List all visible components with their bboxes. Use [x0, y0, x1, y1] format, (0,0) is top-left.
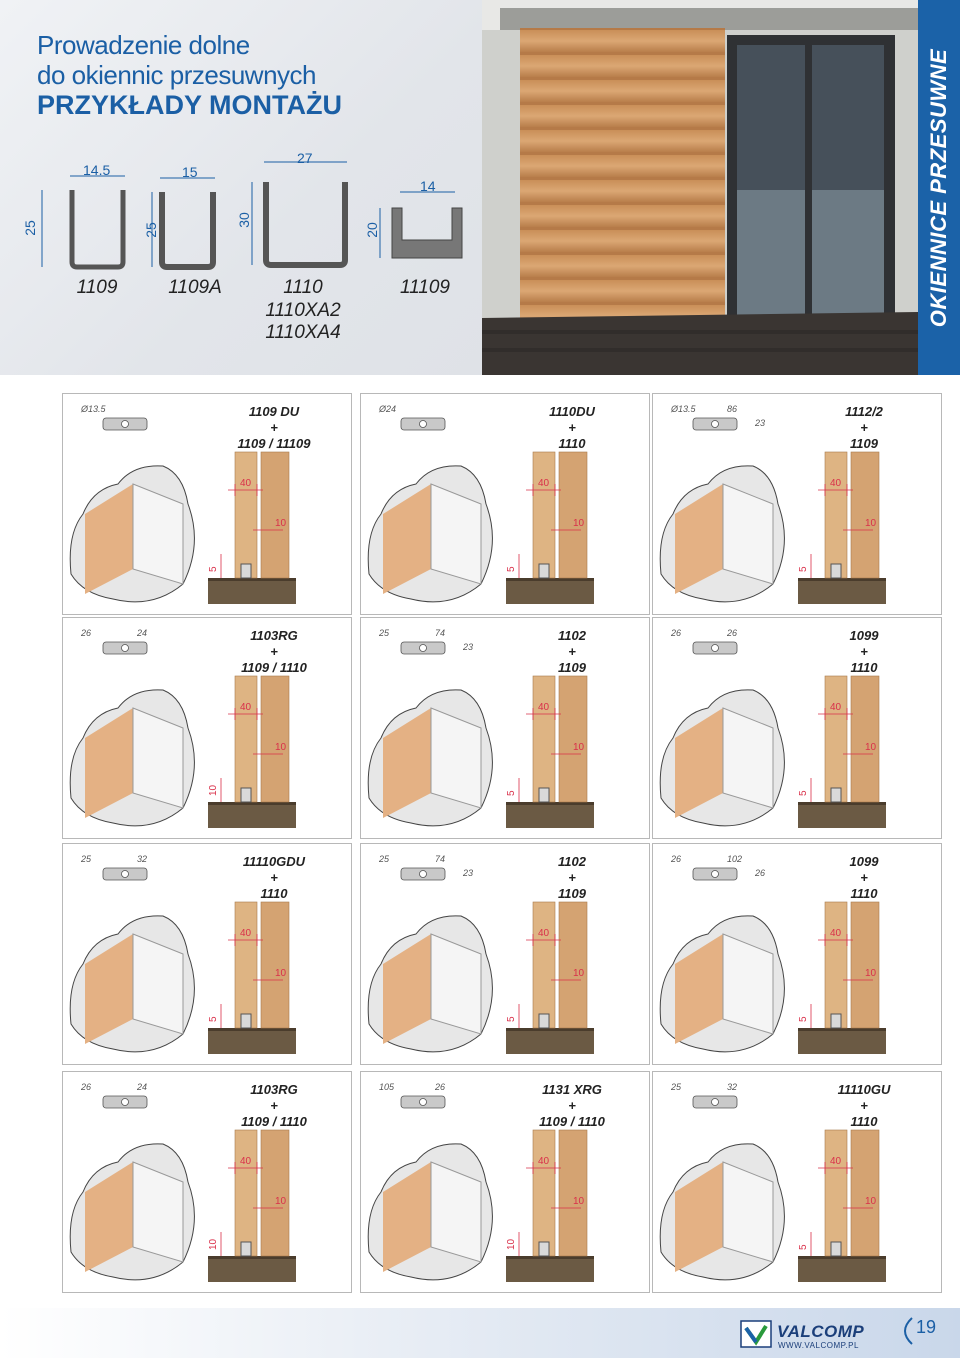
part-dimension: 26	[671, 628, 682, 638]
floor-edge	[798, 802, 886, 805]
guide-part	[241, 788, 251, 802]
example-title-plus: +	[568, 870, 576, 885]
page-title-line3: PRZYKŁADY MONTAŻU	[37, 90, 342, 120]
part-hole	[420, 871, 427, 878]
page-title-line2: do okiennic przesuwnych	[37, 60, 316, 90]
part-dimension: 25	[379, 628, 390, 638]
example-title-profile: 1109 / 1110	[241, 660, 307, 675]
shutter-panel	[825, 676, 847, 802]
profile-1110-width: 27	[297, 150, 313, 166]
floor-section	[506, 1256, 594, 1282]
part-hole	[420, 645, 427, 652]
floor-section	[506, 802, 594, 828]
example-title-plus: +	[860, 1098, 868, 1113]
brand-name: VALCOMP	[777, 1322, 865, 1341]
example-title-profile: 1110	[558, 436, 586, 451]
shutter-photo	[482, 0, 918, 375]
part-dimension: 23	[463, 642, 474, 652]
dimension-height: 5	[506, 566, 517, 572]
example-title-plus: +	[568, 420, 576, 435]
profile-1110-height: 30	[235, 212, 252, 228]
mounting-example	[62, 393, 352, 615]
dimension-width: 40	[240, 702, 252, 713]
mounting-example	[360, 617, 650, 839]
wall-panel	[851, 902, 879, 1028]
part-hole	[420, 421, 427, 428]
dimension-height: 5	[506, 1016, 517, 1022]
example-title-profile: 1110	[850, 886, 878, 901]
floor-edge	[208, 578, 296, 581]
guide-part	[539, 788, 549, 802]
example-title-part: 1099	[849, 628, 879, 643]
part-dimension: 26	[671, 854, 682, 864]
floor-edge	[208, 1028, 296, 1031]
wall-panel	[559, 452, 587, 578]
profile-1109a-width: 15	[182, 164, 198, 180]
dimension-width: 40	[830, 1156, 842, 1167]
floor-section	[798, 1028, 886, 1054]
dimension-height: 5	[506, 790, 517, 796]
part-dimension: 74	[435, 628, 446, 638]
example-title-profile: 1109 / 1110	[539, 1114, 605, 1129]
example-title-profile: 1109 / 1110	[241, 1114, 307, 1129]
profile-11109-height: 20	[363, 222, 380, 238]
profile-1109a-label: 1109A	[168, 277, 222, 298]
shutter-panel	[825, 1130, 847, 1256]
wall-panel	[851, 452, 879, 578]
part-dimension: 26	[755, 868, 766, 878]
example-title-profile: 1109	[850, 436, 878, 451]
shutter-panel	[235, 452, 257, 578]
part-dimension: 25	[379, 854, 390, 864]
floor-section	[798, 1256, 886, 1282]
wall-panel	[559, 676, 587, 802]
shutter-panel	[533, 1130, 555, 1256]
dimension-gap: 10	[865, 742, 877, 753]
mounting-example	[360, 393, 650, 615]
example-title-plus: +	[270, 1098, 278, 1113]
wall-panel	[261, 676, 289, 802]
side-band	[918, 0, 960, 375]
guide-part	[241, 1014, 251, 1028]
example-title-part: 11110GDU	[242, 854, 306, 869]
dimension-height: 5	[798, 790, 809, 796]
part-hole	[122, 645, 129, 652]
dimension-gap: 10	[573, 742, 585, 753]
floor-edge	[798, 1256, 886, 1259]
mounting-example	[652, 617, 942, 839]
part-dimension: 24	[137, 1082, 148, 1092]
floor-section	[208, 1256, 296, 1282]
shutter-panel	[235, 902, 257, 1028]
dimension-height: 5	[208, 566, 219, 572]
profile-1109a-height: 25	[142, 222, 159, 238]
guide-part	[539, 1242, 549, 1256]
part-dimension: 23	[755, 418, 766, 428]
example-title-part: 1099	[849, 854, 879, 869]
shutter-panel	[825, 452, 847, 578]
guide-part	[831, 788, 841, 802]
wall-panel	[851, 1130, 879, 1256]
example-title-part: 1131 XRG	[542, 1082, 602, 1097]
example-title-plus: +	[568, 1098, 576, 1113]
floor-section	[506, 1028, 594, 1054]
floor-section	[208, 1028, 296, 1054]
profile-drawings	[0, 140, 482, 270]
part-dimension: Ø24	[379, 404, 397, 414]
part-dimension: 24	[137, 628, 148, 638]
example-title-part: 1110DU	[549, 404, 595, 419]
dimension-gap: 10	[573, 518, 585, 529]
example-title-profile: 1110	[260, 886, 288, 901]
dimension-gap: 10	[275, 1196, 287, 1207]
profile-1109-width: 14.5	[83, 162, 111, 178]
part-hole	[420, 1099, 427, 1106]
shutter-panel	[533, 676, 555, 802]
floor-edge	[208, 1256, 296, 1259]
mounting-example	[360, 1071, 650, 1293]
floor-section	[798, 802, 886, 828]
mounting-example	[62, 1071, 352, 1293]
shutter-panel	[235, 1130, 257, 1256]
profile-1110-label-1: 1110	[283, 277, 323, 298]
part-dimension: Ø13.5	[671, 404, 696, 414]
floor-section	[208, 802, 296, 828]
page-number: 19	[916, 1317, 937, 1337]
dimension-height: 10	[506, 1238, 517, 1250]
dimension-height: 5	[208, 1016, 219, 1022]
example-title-part: 1103RG	[250, 628, 298, 643]
dimension-width: 40	[830, 928, 842, 939]
part-dimension: 26	[727, 628, 738, 638]
shutter-panel	[235, 676, 257, 802]
side-band-text: OKIENNICE PRZESUWNE	[926, 48, 951, 328]
part-hole	[712, 1099, 719, 1106]
floor-edge	[798, 578, 886, 581]
dimension-gap: 10	[275, 742, 287, 753]
shutter-planks	[520, 28, 725, 328]
wall-panel	[261, 452, 289, 578]
profile-1109-height: 25	[21, 220, 38, 236]
part-dimension: 86	[727, 404, 738, 414]
dimension-width: 40	[538, 928, 550, 939]
profile-1109-label: 1109	[76, 277, 118, 298]
part-dimension: 32	[137, 854, 148, 864]
part-hole	[122, 871, 129, 878]
floor-section	[208, 578, 296, 604]
dimension-height: 10	[208, 1238, 219, 1250]
shutter-panel	[533, 452, 555, 578]
dimension-height: 5	[798, 566, 809, 572]
shutter-panel	[533, 902, 555, 1028]
dimension-width: 40	[538, 478, 550, 489]
dimension-gap: 10	[865, 968, 877, 979]
profile-1110-label-2: 1110XA2	[265, 300, 341, 321]
guide-part	[831, 1014, 841, 1028]
floor-section	[798, 578, 886, 604]
example-title-part: 1103RG	[250, 1082, 298, 1097]
dimension-width: 40	[538, 702, 550, 713]
wall-panel	[559, 1130, 587, 1256]
guide-part	[539, 1014, 549, 1028]
guide-part	[241, 564, 251, 578]
example-title-plus: +	[568, 644, 576, 659]
example-title-part: 1102	[558, 854, 586, 869]
guide-part	[539, 564, 549, 578]
part-dimension: 32	[727, 1082, 738, 1092]
part-hole	[712, 871, 719, 878]
example-title-plus: +	[270, 644, 278, 659]
mounting-example	[652, 393, 942, 615]
example-title-part: 1112/2	[845, 404, 883, 419]
dimension-gap: 10	[275, 968, 287, 979]
guide-part	[831, 1242, 841, 1256]
floor-edge	[506, 1256, 594, 1259]
mounting-example	[62, 617, 352, 839]
dimension-width: 40	[830, 702, 842, 713]
mounting-example	[652, 843, 942, 1065]
wall-panel	[851, 676, 879, 802]
part-dimension: 25	[81, 854, 92, 864]
example-title-profile: 1109	[558, 886, 586, 901]
floor-edge	[506, 1028, 594, 1031]
floor-edge	[208, 802, 296, 805]
part-dimension: 26	[81, 628, 92, 638]
brand-url[interactable]: WWW.VALCOMP.PL	[778, 1341, 859, 1350]
page-corner-arc-icon	[896, 1316, 914, 1346]
dimension-width: 40	[240, 1156, 252, 1167]
example-title-part: 1102	[558, 628, 586, 643]
part-dimension: 102	[727, 854, 743, 864]
example-title-plus: +	[270, 420, 278, 435]
floor-edge	[798, 1028, 886, 1031]
part-hole	[122, 1099, 129, 1106]
dimension-gap: 10	[573, 1196, 585, 1207]
example-title-profile: 1110	[850, 660, 878, 675]
mounting-example	[360, 843, 650, 1065]
example-title-profile: 1109	[558, 660, 586, 675]
part-dimension: 26	[435, 1082, 446, 1092]
shutter-panel	[825, 902, 847, 1028]
profile-1110-label-3: 1110XA4	[265, 322, 341, 343]
dimension-height: 5	[798, 1016, 809, 1022]
dimension-gap: 10	[865, 518, 877, 529]
part-dimension: 26	[81, 1082, 92, 1092]
profile-11109-label: 11109	[399, 277, 450, 298]
part-dimension: Ø13.5	[81, 404, 106, 414]
example-title-profile: 1110	[850, 1114, 878, 1129]
part-dimension: 25	[671, 1082, 682, 1092]
shutter-illustration	[482, 0, 918, 375]
example-title-plus: +	[860, 644, 868, 659]
part-dimension: 23	[463, 868, 474, 878]
example-title-part: 1109 DU	[248, 404, 300, 419]
dimension-width: 40	[830, 478, 842, 489]
floor-section	[506, 578, 594, 604]
wall-panel	[261, 902, 289, 1028]
profile-11109-width: 14	[420, 178, 436, 194]
floor-edge	[506, 578, 594, 581]
dimension-gap: 10	[573, 968, 585, 979]
floor-edge	[506, 802, 594, 805]
dimension-width: 40	[240, 928, 252, 939]
part-dimension: 105	[379, 1082, 395, 1092]
example-title-plus: +	[270, 870, 278, 885]
mounting-example	[62, 843, 352, 1065]
dimension-height: 10	[208, 784, 219, 796]
valcomp-logo-icon	[740, 1318, 774, 1350]
part-hole	[712, 645, 719, 652]
dimension-width: 40	[240, 478, 252, 489]
example-title-profile: 1109 / 11109	[237, 436, 311, 451]
part-dimension: 74	[435, 854, 446, 864]
example-title-part: 11110GU	[837, 1082, 891, 1097]
dimension-height: 5	[798, 1244, 809, 1250]
dimension-gap: 10	[275, 518, 287, 529]
part-hole	[122, 421, 129, 428]
guide-part	[831, 564, 841, 578]
dimension-gap: 10	[865, 1196, 877, 1207]
mounting-example	[652, 1071, 942, 1293]
dimension-width: 40	[538, 1156, 550, 1167]
example-title-plus: +	[860, 420, 868, 435]
guide-part	[241, 1242, 251, 1256]
wall-panel	[261, 1130, 289, 1256]
wall-panel	[559, 902, 587, 1028]
page-title-line1: Prowadzenie dolne	[37, 30, 250, 60]
part-hole	[712, 421, 719, 428]
example-title-plus: +	[860, 870, 868, 885]
